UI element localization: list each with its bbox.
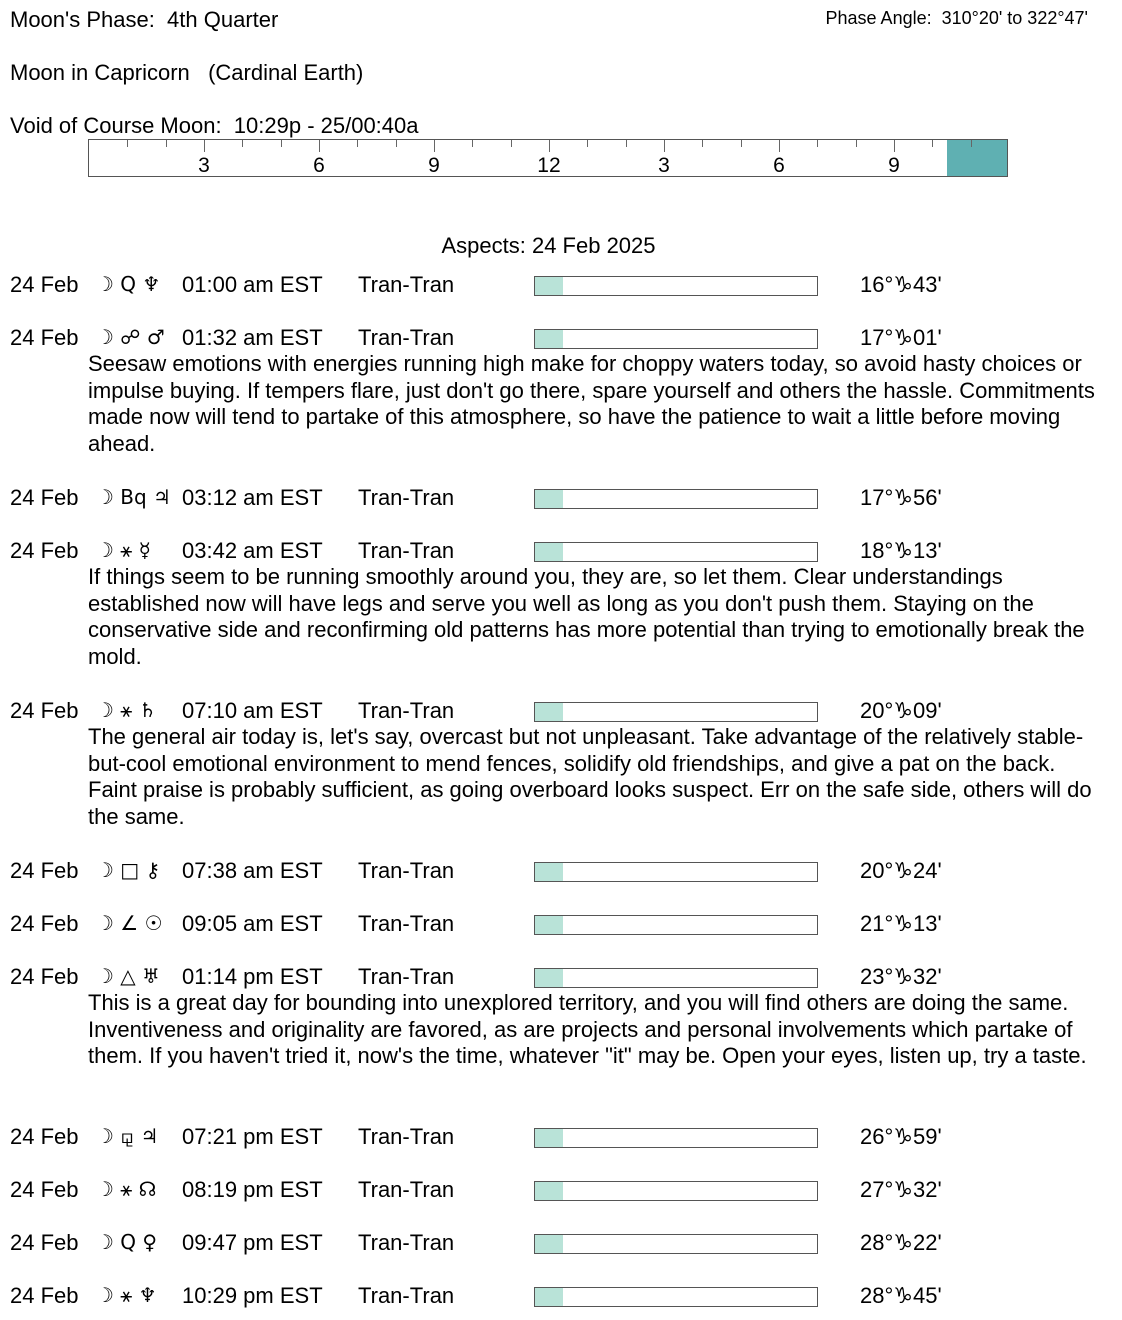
aspect-position: 20°♑24'	[860, 858, 942, 883]
timeline-tick	[626, 140, 627, 147]
aspect-kind: Tran-Tran	[358, 1124, 455, 1149]
aspect-date: 24 Feb	[10, 1230, 79, 1255]
aspect-position: 16°♑43'	[860, 272, 942, 297]
aspect-description: This is a great day for bounding into unexplored territory, and you will find others are doing the same. Inventiveness and originality are favored, as are projects and personal involvements which partake of them. If you haven't tried it, now's the time, whatever "it" may be. Open your eyes, listen up, try a taste.	[88, 990, 1087, 1068]
aspect-time: 01:32 am EST	[182, 325, 323, 350]
aspect-glyphs: ☽ △ ♅	[96, 964, 160, 988]
aspect-date: 24 Feb	[10, 272, 79, 297]
aspect-date: 24 Feb	[10, 1283, 79, 1308]
aspect-position: 26°♑59'	[860, 1124, 942, 1149]
timeline-tick-label: 3	[198, 154, 210, 177]
aspect-date: 24 Feb	[10, 1177, 79, 1202]
aspect-row	[0, 1124, 1122, 1154]
aspect-position: 27°♑32'	[860, 1177, 942, 1202]
aspect-row	[0, 1177, 1122, 1207]
aspect-strength-fill	[535, 1182, 563, 1200]
timeline-tick	[549, 140, 550, 152]
aspect-time: 03:12 am EST	[182, 485, 323, 510]
aspect-position: 17°♑01'	[860, 325, 942, 350]
aspect-strength-bar	[534, 1181, 818, 1201]
aspect-strength-bar	[534, 702, 818, 722]
timeline-tick	[319, 140, 320, 152]
aspect-date: 24 Feb	[10, 538, 79, 563]
aspects-title: Aspects: 24 Feb 2025	[441, 233, 656, 258]
aspect-row	[0, 911, 1122, 941]
aspect-strength-fill	[535, 277, 563, 295]
aspect-position: 28°♑22'	[860, 1230, 942, 1255]
aspect-date: 24 Feb	[10, 1124, 79, 1149]
aspect-date: 24 Feb	[10, 325, 79, 350]
aspect-time: 08:19 pm EST	[182, 1177, 323, 1202]
aspect-kind: Tran-Tran	[358, 1230, 455, 1255]
void-of-course-timeline	[88, 139, 1008, 177]
aspect-date: 24 Feb	[10, 964, 79, 989]
aspect-strength-bar	[534, 542, 818, 562]
aspect-description: If things seem to be running smoothly around you, they are, so let them. Clear understandings established now will have legs and serve you well as long as you don't push them. Staying on the conservative side and reconfirming old patterns has more potential than trying to emotionally break the mold.	[88, 564, 1085, 669]
timeline-tick	[204, 140, 205, 152]
aspect-date: 24 Feb	[10, 858, 79, 883]
aspect-glyphs: ☽ ⚼ ♃	[96, 1124, 159, 1148]
timeline-tick-label: 12	[537, 154, 561, 177]
aspect-glyphs: ☽ ⚹ ☿	[96, 538, 151, 562]
aspect-kind: Tran-Tran	[358, 858, 455, 883]
aspect-strength-bar	[534, 1128, 818, 1148]
aspect-kind: Tran-Tran	[358, 272, 455, 297]
timeline-tick-label: 9	[888, 154, 900, 177]
void-of-course-highlight	[947, 140, 1007, 176]
aspect-kind: Tran-Tran	[358, 485, 455, 510]
aspect-strength-bar	[534, 915, 818, 935]
aspect-time: 09:05 am EST	[182, 911, 323, 936]
moon-sign: Moon in Capricorn (Cardinal Earth)	[10, 60, 364, 85]
aspect-row	[0, 272, 1122, 302]
aspect-time: 03:42 am EST	[182, 538, 323, 563]
aspect-date: 24 Feb	[10, 911, 79, 936]
aspect-kind: Tran-Tran	[358, 698, 455, 723]
timeline-tick-label: 3	[658, 154, 670, 177]
aspect-strength-bar	[534, 968, 818, 988]
aspect-position: 18°♑13'	[860, 538, 942, 563]
aspect-strength-bar	[534, 862, 818, 882]
aspect-glyphs: ☽ □ ⚷	[96, 858, 161, 882]
timeline-tick	[779, 140, 780, 152]
timeline-tick	[932, 140, 933, 147]
timeline-tick	[166, 140, 167, 147]
aspect-strength-fill	[535, 543, 563, 561]
timeline-tick	[856, 140, 857, 147]
aspect-time: 09:47 pm EST	[182, 1230, 323, 1255]
aspect-row	[0, 1283, 1122, 1313]
aspect-row	[0, 485, 1122, 515]
aspect-kind: Tran-Tran	[358, 911, 455, 936]
aspect-kind: Tran-Tran	[358, 964, 455, 989]
aspect-strength-bar	[534, 1287, 818, 1307]
aspect-time: 01:00 am EST	[182, 272, 323, 297]
aspect-strength-fill	[535, 1288, 563, 1306]
phase-angle: Phase Angle: 310°20' to 322°47'	[825, 8, 1088, 28]
aspect-glyphs: ☽ Bq ♃	[96, 485, 171, 509]
aspect-glyphs: ☽ ⚹ ☊	[96, 1177, 157, 1201]
aspect-strength-fill	[535, 1129, 563, 1147]
aspect-glyphs: ☽ ☍ ♂	[96, 325, 165, 349]
timeline-tick	[702, 140, 703, 147]
aspect-time: 07:10 am EST	[182, 698, 323, 723]
aspect-kind: Tran-Tran	[358, 538, 455, 563]
aspect-strength-fill	[535, 490, 563, 508]
aspect-position: 20°♑09'	[860, 698, 942, 723]
aspect-strength-bar	[534, 329, 818, 349]
aspect-strength-fill	[535, 703, 563, 721]
timeline-tick-label: 6	[313, 154, 325, 177]
aspect-description: The general air today is, let's say, overcast but not unpleasant. Take advantage of the relatively stable-but-cool emotional environment to mend fences, solidify old friendships, and give a pat on the back. Faint praise is probably sufficient, as going overboard looks suspect. Err on the safe side, others will do the same.	[88, 724, 1092, 829]
timeline-tick-label: 9	[428, 154, 440, 177]
aspect-kind: Tran-Tran	[358, 1283, 455, 1308]
aspect-time: 10:29 pm EST	[182, 1283, 323, 1308]
timeline-tick	[281, 140, 282, 147]
aspect-time: 07:21 pm EST	[182, 1124, 323, 1149]
aspect-strength-bar	[534, 1234, 818, 1254]
aspect-position: 23°♑32'	[860, 964, 942, 989]
aspect-glyphs: ☽ Q ♀	[96, 1230, 158, 1254]
timeline-tick	[127, 140, 128, 147]
aspect-row	[0, 858, 1122, 888]
aspect-description: Seesaw emotions with energies running high make for choppy waters today, so avoid hasty choices or impulse buying. If tempers flare, just don't go there, spare yourself and others the hassle. Commitments made now will tend to partake of this atmosphere, so have the patience to wait a little before moving ahead.	[88, 351, 1095, 456]
timeline-tick	[472, 140, 473, 147]
aspect-strength-fill	[535, 863, 563, 881]
aspect-glyphs: ☽ ⚹ ♄	[96, 698, 157, 722]
aspect-strength-bar	[534, 276, 818, 296]
aspect-strength-fill	[535, 916, 563, 934]
aspect-position: 28°♑45'	[860, 1283, 942, 1308]
timeline-tick	[817, 140, 818, 147]
timeline-tick	[396, 140, 397, 147]
timeline-tick	[587, 140, 588, 147]
aspect-date: 24 Feb	[10, 485, 79, 510]
aspect-glyphs: ☽ ⚹ ♆	[96, 1283, 157, 1307]
timeline-tick-label: 6	[773, 154, 785, 177]
aspect-strength-fill	[535, 1235, 563, 1253]
aspect-glyphs: ☽ Q ♆	[96, 272, 161, 296]
aspect-kind: Tran-Tran	[358, 1177, 455, 1202]
timeline-tick	[242, 140, 243, 147]
moon-phase: Moon's Phase: 4th Quarter	[10, 7, 279, 32]
aspect-kind: Tran-Tran	[358, 325, 455, 350]
timeline-tick	[894, 140, 895, 152]
aspect-time: 07:38 am EST	[182, 858, 323, 883]
timeline-tick	[434, 140, 435, 152]
aspect-strength-fill	[535, 969, 563, 987]
aspect-strength-fill	[535, 330, 563, 348]
aspect-strength-bar	[534, 489, 818, 509]
timeline-tick	[664, 140, 665, 152]
aspect-row	[0, 1230, 1122, 1260]
aspect-time: 01:14 pm EST	[182, 964, 323, 989]
aspect-position: 17°♑56'	[860, 485, 942, 510]
aspect-date: 24 Feb	[10, 698, 79, 723]
timeline-tick	[357, 140, 358, 147]
timeline-tick	[971, 140, 972, 147]
timeline-tick	[511, 140, 512, 147]
aspect-position: 21°♑13'	[860, 911, 942, 936]
void-of-course: Void of Course Moon: 10:29p - 25/00:40a	[10, 113, 419, 138]
timeline-tick	[741, 140, 742, 147]
aspect-glyphs: ☽ ∠ ☉	[96, 911, 163, 935]
